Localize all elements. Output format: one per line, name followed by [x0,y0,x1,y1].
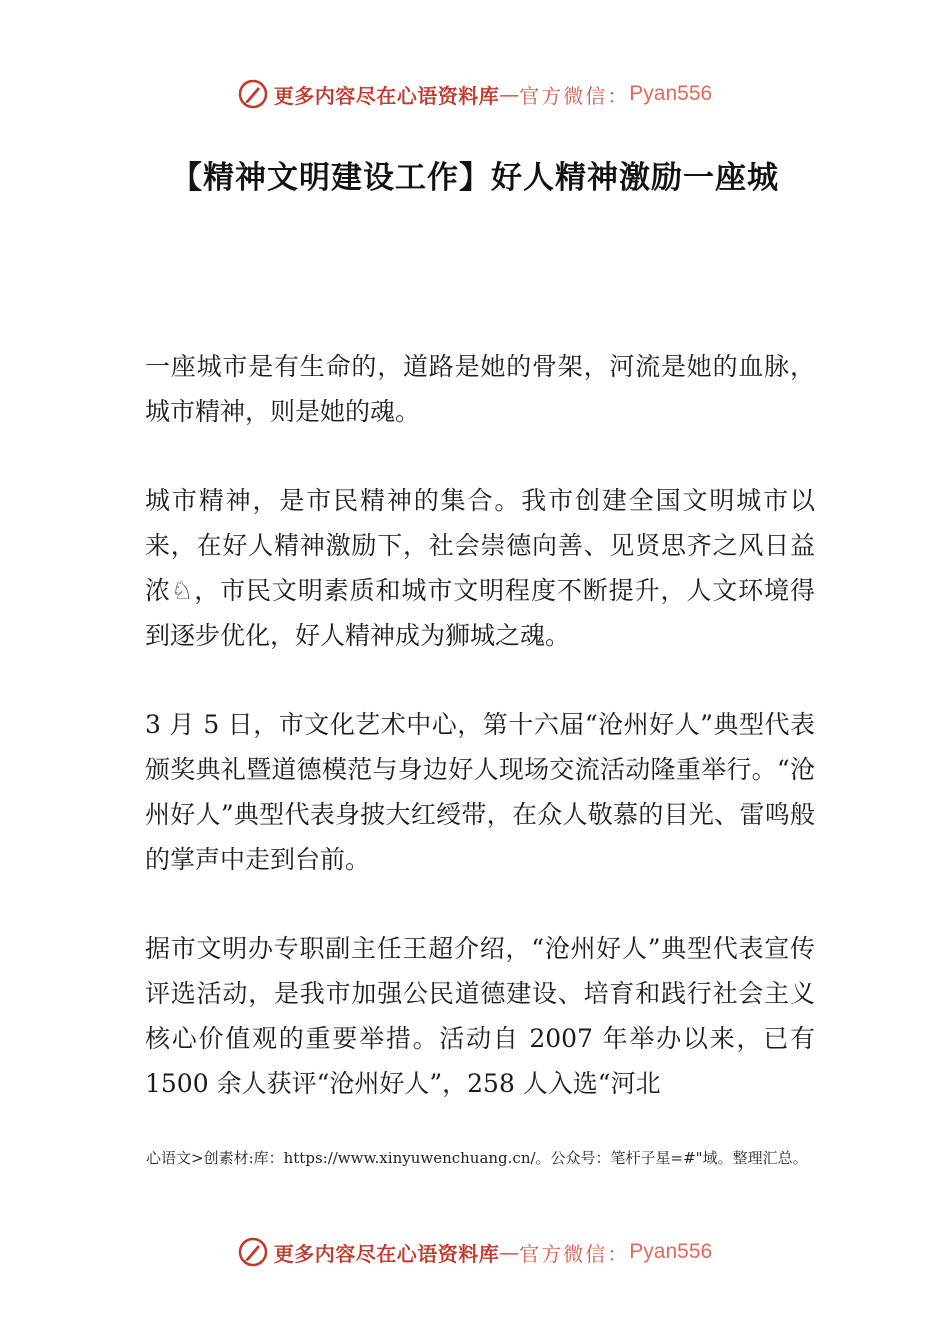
paragraph: 3 月 5 日，市文化艺术中心，第十六届“沧州好人”典型代表颁奖典礼暨道德模范与身边好人现场交流活动隆重举行。“沧州好人”典型代表身披大红绶带，在众人敬慕的目光、雷鸣般的掌声中走到台前。 [145,710,815,874]
banner-brand-text: 更多内容尽在心语资料库 [273,83,500,108]
banner-wechat-label: 官方微信： [519,83,630,108]
header-banner [0,74,950,114]
banner-wechat-id: Pyan556 [629,1240,713,1263]
banner-wechat-label: 官方微信： [519,1241,630,1266]
document-body [145,344,815,1150]
quill-pen-logo-icon [238,1237,268,1267]
banner-separator: — [499,1240,520,1264]
footer-banner [0,1232,950,1272]
paragraph: 城市精神，是市民精神的集合。我市创建全国文明城市以来，在好人精神激励下，社会崇德向善、见贤思齐之风日益浓♘，市民文明素质和城市文明程度不断提升，人文环境得到逐步优化，好人精神成为狮城之魂。 [145,486,815,650]
paragraph: 一座城市是有生命的，道路是她的骨架，河流是她的血脉，城市精神，则是她的魂。 [145,352,815,426]
banner-separator: — [499,82,520,106]
banner-brand-text: 更多内容尽在心语资料库 [273,1241,500,1266]
paragraph: 据市文明办专职副主任王超介绍，“沧州好人”典型代表宣传评选活动，是我市加强公民道德建设、培育和践行社会主义核心价值观的重要举措。活动自 2007 年举办以来，已有 1500 余人获评“沧州好人”，258 人入选“河北 [145,934,815,1098]
banner-wechat-id: Pyan556 [629,82,713,105]
quill-pen-logo-icon [238,79,268,109]
document-title: 【精神文明建设工作】好人精神激励一座城 [171,160,779,196]
footer-source-note: 心语文>创素材:库：https://www.xinyuwenchuang.cn/。公众号：笔杆子星=#"域。整理汇总。 [146,1149,808,1167]
